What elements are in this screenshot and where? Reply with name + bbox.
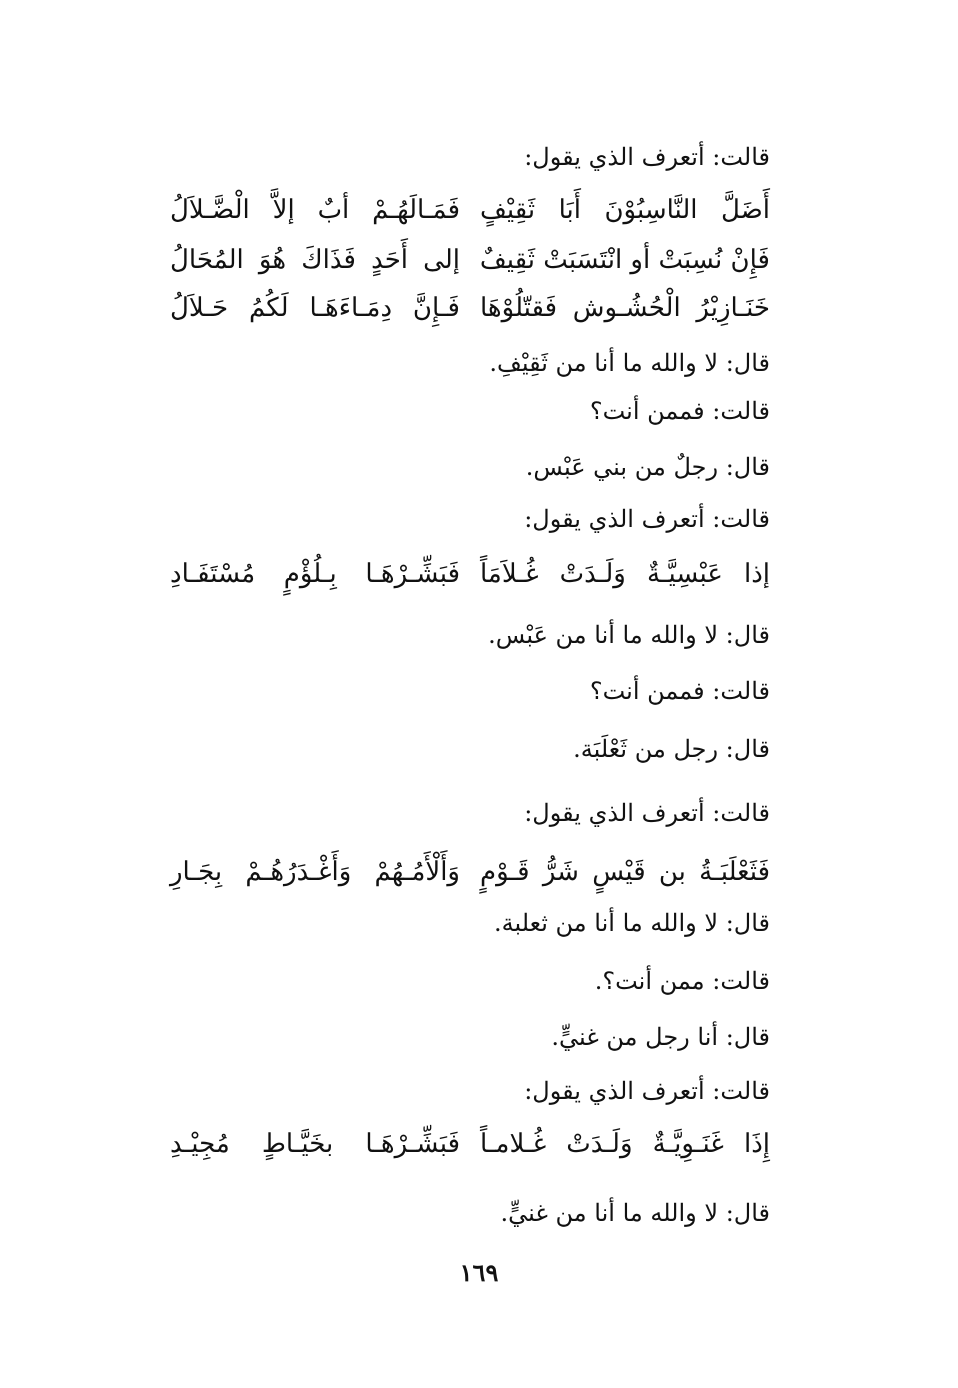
dialogue-line: قالت: ممن أنت؟. [594,967,770,995]
poem-verse [170,288,770,328]
verse-first-hemistich: خَنَـازِيْرُ الْحُشُـوش فَقتّلُوْهَا [480,293,770,323]
verse-second-hemistich: فَبَشِّـرْهَـا بخَيَّـاطٍ مُجِيْـدِ [170,1129,460,1159]
dialogue-line: قالت: أتعرف الذي يقول: [524,143,770,171]
verse-first-hemistich: فَثَعْلَبَـةُ بن قَيْسٍ شَرُّ قَـوْمٍ [480,857,770,887]
dialogue-line: قال: رجل من ثَعْلَبَة. [573,735,770,763]
dialogue-line: قال: لا والله ما أنا من ثَقِيْفِ. [489,349,770,377]
dialogue-line: قالت: أتعرف الذي يقول: [524,1077,770,1105]
dialogue-line: قال: لا والله ما أنا من ثعلبة. [493,909,770,937]
verse-first-hemistich: إِذَا غَنَـوِيَّـةٌ وَلَـدَتْ غُـلامـاً [480,1129,770,1159]
dialogue-line: قال: أنا رجل من غنيٍّ. [551,1023,770,1051]
verse-first-hemistich: أَضَلَّ النَّاسِبُوْنَ أَبَا ثَقِيْفٍ [480,195,770,225]
poem-verse [170,190,770,230]
verse-second-hemistich: إلى أَحَدٍ فَذَاكَ هُوَ المُحَالُ [170,245,460,275]
verse-second-hemistich: فَـإِنَّ دِمَـاءَهَـا لَكُمُ حَـلاَلُ [170,293,460,323]
poem-verse [170,554,770,594]
dialogue-line: قالت: أتعرف الذي يقول: [524,799,770,827]
poem-verse [170,852,770,892]
verse-first-hemistich: فَإِنْ نُسِبَتْ أو انْتَسَبَتْ ثَقِيفٌ [479,245,770,275]
verse-first-hemistich: إذا عَبْسِيَّـةٌ وَلَـدَتْ غُـلاَمَاً [480,559,770,589]
verse-second-hemistich: فَبَشِّـرْهَـا بِـلُؤْمٍ مُسْتَفَـادِ [170,559,460,589]
verse-second-hemistich: وَأَلْأَمُـهُمْ وَأَغْـدَرُهُـمْ بِجَـارِ [170,857,460,887]
poem-verse [170,1124,770,1164]
page-number: ١٦٩ [459,1258,499,1287]
verse-second-hemistich: فَمَـالَهُـمْ أبٌ إلاَّ الْضَّـلاَلُ [170,195,460,225]
dialogue-line: قال: لا والله ما أنا من عَبْس. [488,621,770,649]
dialogue-line: قالت: فممن أنت؟ [589,677,770,705]
poem-verse [170,240,770,280]
dialogue-line: قالت: فممن أنت؟ [589,397,770,425]
dialogue-line: قال: لا والله ما أنا من غنيٍّ. [500,1199,770,1227]
dialogue-line: قال: رجلٌ من بني عَبْس. [525,453,770,481]
dialogue-line: قالت: أتعرف الذي يقول: [524,505,770,533]
